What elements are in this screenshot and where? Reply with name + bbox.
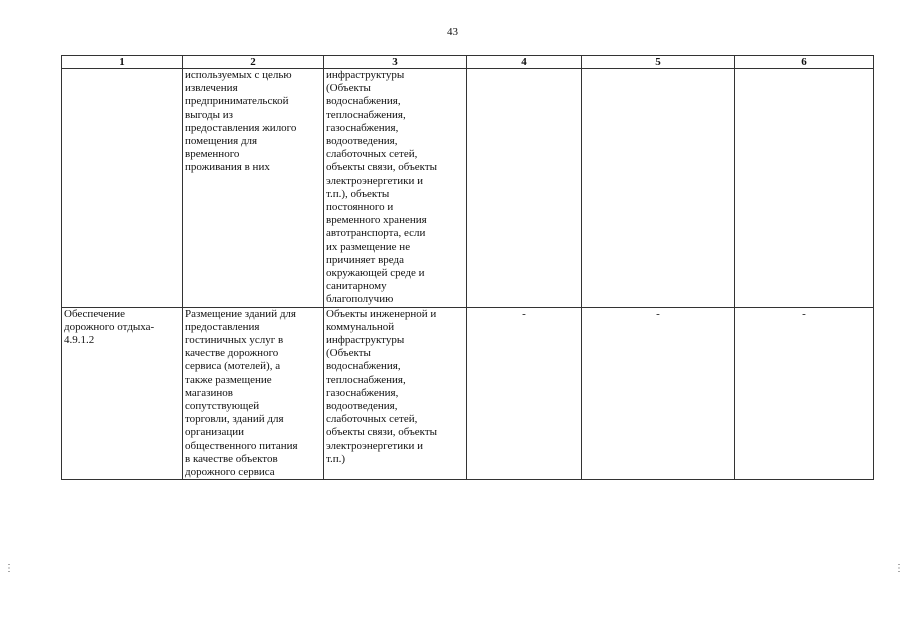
left-scan-mark: ⋮ bbox=[4, 563, 14, 574]
column-header-2: 2 bbox=[183, 56, 324, 69]
column-header-1: 1 bbox=[62, 56, 183, 69]
cell-use-type: Обеспечение дорожного отдыха- 4.9.1.2 bbox=[62, 307, 183, 480]
regulations-table bbox=[61, 55, 874, 480]
table-row bbox=[62, 69, 874, 308]
page-number: 43 bbox=[447, 26, 458, 38]
cell-col6: - bbox=[735, 307, 874, 480]
cell-description: Размещение зданий для предоставления гостиничных услуг в качестве дорожного сервиса (мотелей), а также размещение магазинов сопутствующей торговли, зданий для организации общественного питания в качестве объектов дорожного сервиса bbox=[183, 307, 324, 480]
cell-auxiliary-uses: Объекты инженерной и коммунальной инфраструктуры (Объекты водоснабжения, теплоснабжения, газоснабжения, водоотведения, слаботочных сетей, объекты связи, объекты электроэнергетики и т.п.) bbox=[324, 307, 467, 480]
cell-col5: - bbox=[582, 307, 735, 480]
cell-col6 bbox=[735, 69, 874, 308]
cell-col4 bbox=[467, 69, 582, 308]
column-header-5: 5 bbox=[582, 56, 735, 69]
cell-col4: - bbox=[467, 307, 582, 480]
cell-description: используемых с целью извлечения предпринимательской выгоды из предоставления жилого помещения для временного проживания в них bbox=[183, 69, 324, 308]
column-header-3: 3 bbox=[324, 56, 467, 69]
right-scan-mark: ⋮ bbox=[894, 563, 904, 574]
column-header-4: 4 bbox=[467, 56, 582, 69]
table-header-row bbox=[62, 56, 874, 69]
table-row bbox=[62, 307, 874, 480]
cell-use-type bbox=[62, 69, 183, 308]
cell-col5 bbox=[582, 69, 735, 308]
cell-auxiliary-uses: инфраструктуры (Объекты водоснабжения, теплоснабжения, газоснабжения, водоотведения, слаботочных сетей, объекты связи, объекты электроэнергетики и т.п.), объекты постоянного и временного хранения автотранспорта, если их размещение не причиняет вреда окружающей среде и санитарному благополучию bbox=[324, 69, 467, 308]
column-header-6: 6 bbox=[735, 56, 874, 69]
